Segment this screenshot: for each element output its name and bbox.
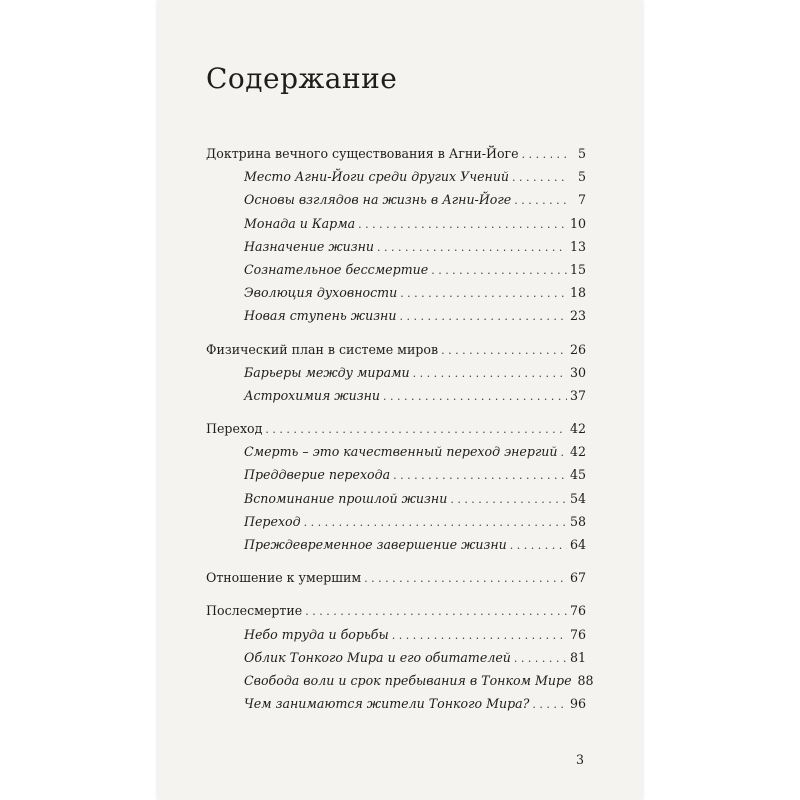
dot-leader: [358, 218, 567, 231]
toc-subsection-entry: [206, 216, 586, 239]
toc-subsection-title: Чем занимаются жители Тонкого Мира?: [244, 696, 530, 712]
dot-leader: [514, 652, 567, 665]
toc-page-number: 15: [569, 261, 586, 277]
toc-page-number: 64: [569, 537, 586, 552]
toc-chapter-title: Послесмертие: [206, 603, 303, 619]
toc-chapter-title: Отношение к умершим: [206, 570, 362, 586]
toc-chapter-entry: [206, 603, 586, 626]
dot-leader: [305, 605, 567, 618]
toc-page-number: 7: [577, 192, 586, 208]
toc-subsection-title: Астрохимия жизни: [244, 387, 380, 403]
toc-chapter-title: Доктрина вечного существования в Агни-Йоге: [206, 146, 519, 161]
toc-page-number: 96: [569, 696, 586, 712]
toc-chapter-entry: [206, 421, 586, 444]
toc-subsection-entry: [206, 491, 586, 514]
dot-leader: [532, 698, 567, 711]
dot-leader: [304, 516, 567, 529]
toc-page-number: 5: [577, 169, 586, 185]
section-spacer: [206, 560, 586, 570]
toc-page-number: 42: [569, 444, 586, 460]
toc-subsection-title: Преждевременное завершение жизни: [244, 537, 507, 552]
dot-leader: [431, 264, 567, 277]
toc-page-number: 88: [577, 672, 594, 688]
toc-subsection-entry: [206, 285, 586, 308]
dot-leader: [392, 629, 567, 642]
toc-chapter-entry: [206, 342, 586, 365]
toc-subsection-title: Новая ступень жизни: [244, 308, 397, 324]
dot-leader: [561, 446, 567, 459]
toc-subsection-entry: [206, 239, 586, 262]
toc-subsection-title: Преддверие перехода: [244, 467, 391, 483]
dot-leader: [510, 539, 567, 552]
toc-subsection-entry: [206, 696, 586, 719]
toc-subsection-title: Вспоминание прошлой жизни: [244, 490, 448, 506]
toc-page-number: 5: [577, 146, 586, 161]
dot-leader: [441, 344, 567, 357]
toc-chapter-title: Физический план в системе миров: [206, 341, 439, 357]
toc-subsection-title: Облик Тонкого Мира и его обитателей: [244, 649, 511, 665]
toc-subsection-entry: [206, 514, 586, 537]
dot-leader: [400, 287, 567, 300]
toc-subsection-title: Место Агни-Йоги среди других Учений: [244, 169, 510, 185]
toc-subsection-title: Основы взглядов на жизнь в Агни-Йоге: [244, 192, 512, 208]
dot-leader: [522, 148, 567, 161]
toc-subsection-entry: [206, 444, 586, 467]
toc-page-number: 67: [569, 570, 586, 586]
toc-subsection-title: Барьеры между мирами: [244, 364, 410, 380]
toc-page-number: 18: [569, 285, 586, 301]
toc-page-number: 30: [569, 364, 586, 380]
dot-leader: [514, 194, 567, 207]
toc-subsection-entry: [206, 467, 586, 490]
dot-leader: [399, 310, 567, 323]
toc-page-number: 42: [569, 421, 586, 437]
page-number: 3: [576, 752, 585, 767]
toc-subsection-entry: [206, 262, 586, 285]
toc-page-number: 76: [569, 626, 586, 642]
toc-subsection-entry: [206, 169, 586, 192]
toc-page-number: 13: [569, 238, 586, 254]
toc-page-number: 54: [569, 490, 586, 506]
toc-subsection-title: Назначение жизни: [244, 238, 375, 254]
toc-subsection-entry: [206, 650, 586, 673]
toc-chapter-entry: [206, 146, 586, 169]
toc-subsection-title: Переход: [244, 513, 301, 529]
toc-page-number: 37: [569, 387, 586, 403]
dot-leader: [393, 469, 567, 482]
toc-subsection-title: Небо труда и борьбы: [244, 626, 389, 642]
toc-subsection-title: Смерть – это качественный переход энергий: [244, 444, 558, 460]
dot-leader: [512, 171, 567, 184]
toc-chapter-title: Переход: [206, 421, 263, 437]
toc-page-number: 26: [569, 341, 586, 357]
toc-page-number: 76: [569, 603, 586, 619]
section-spacer: [206, 411, 586, 421]
section-spacer: [206, 593, 586, 603]
toc-subsection-entry: [206, 192, 586, 215]
dot-leader: [413, 367, 567, 380]
toc-page-number: 10: [569, 215, 586, 231]
dot-leader: [383, 390, 567, 403]
toc-subsection-entry: [206, 537, 586, 560]
toc-page-number: 81: [569, 649, 586, 665]
toc-page-number: 58: [569, 513, 586, 529]
section-spacer: [206, 332, 586, 342]
toc-page-number: 23: [569, 308, 586, 324]
book-page: [158, 0, 642, 800]
toc-subsection-title: Свобода воли и срок пребывания в Тонком Мире: [244, 672, 572, 688]
toc-subsection-entry: [206, 308, 586, 331]
dot-leader: [364, 572, 567, 585]
toc-subsection-title: Сознательное бессмертие: [244, 261, 429, 277]
toc-subsection-entry: [206, 672, 594, 696]
dot-leader: [450, 493, 567, 506]
toc-subsection-title: Монада и Карма: [244, 215, 356, 231]
page-title: Содержание: [206, 62, 398, 95]
toc-page-number: 45: [569, 467, 586, 483]
toc-subsection-entry: [206, 388, 586, 411]
table-of-contents: [206, 146, 594, 719]
toc-subsection-entry: [206, 365, 586, 388]
toc-chapter-entry: [206, 570, 586, 593]
toc-subsection-entry: [206, 627, 586, 650]
dot-leader: [377, 241, 567, 254]
dot-leader: [265, 423, 567, 436]
toc-subsection-title: Эволюция духовности: [244, 285, 398, 301]
